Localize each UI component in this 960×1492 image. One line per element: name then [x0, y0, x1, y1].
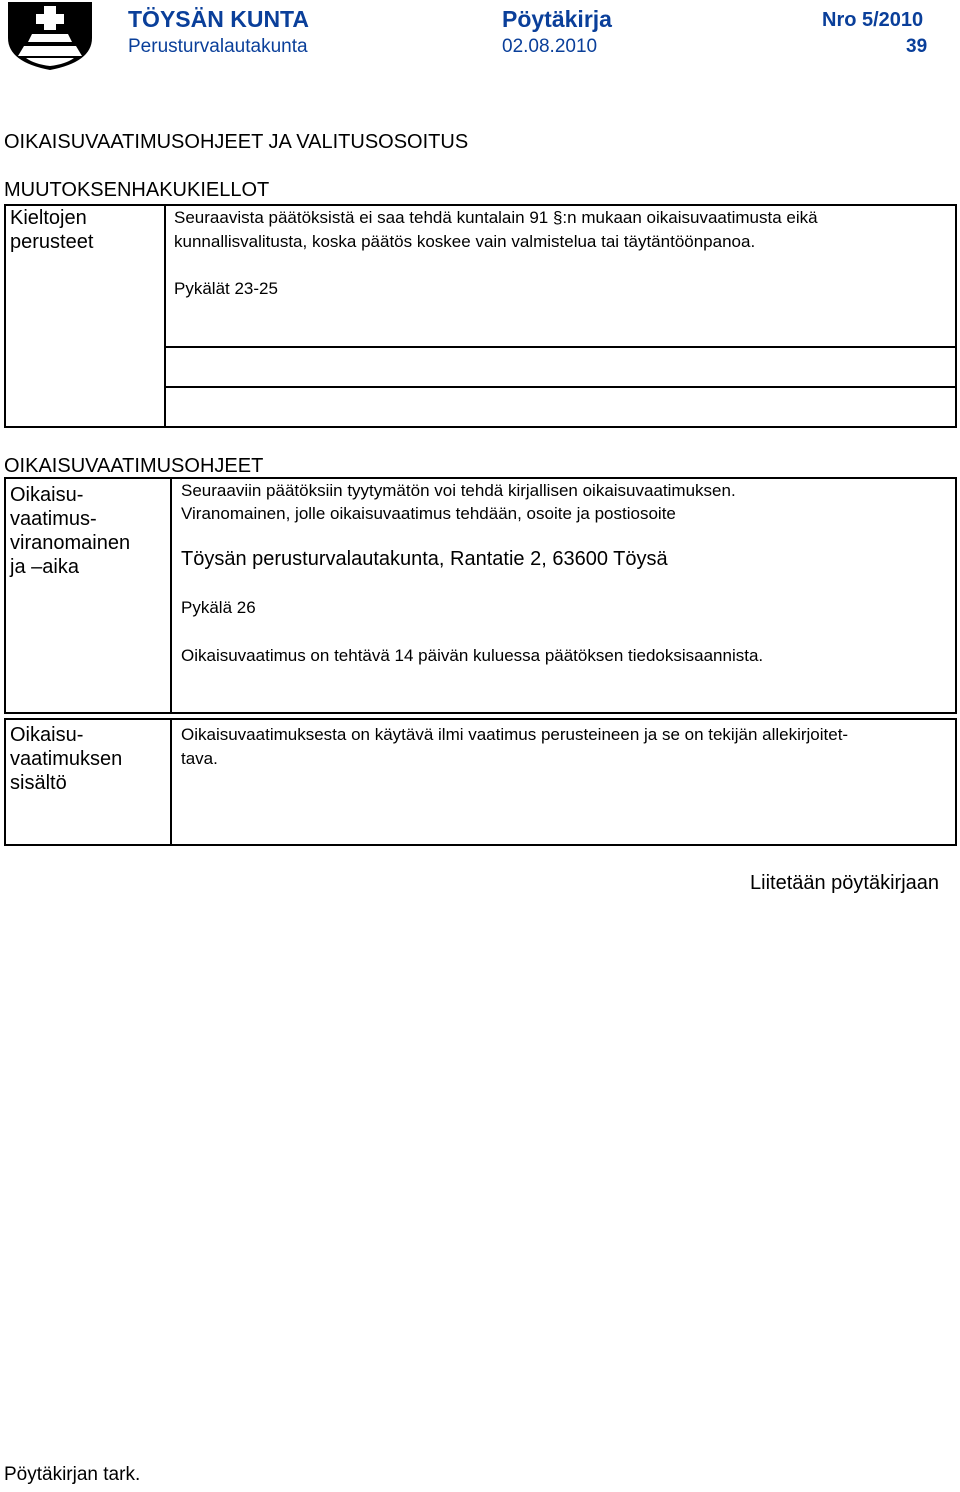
content-label-line-1: Oikaisu-	[10, 724, 84, 746]
rectification-deadline: Oikaisuvaatimus on tehtävä 14 päivän kuluessa päätöksen tiedoksisaannista.	[181, 646, 764, 665]
authority-address: Töysän perusturvalautakunta, Rantatie 2, 63600 Töysä	[181, 548, 668, 570]
meeting-date: 02.08.2010	[502, 36, 598, 57]
attached-to-minutes-note: Liitetään pöytäkirjaan	[750, 872, 940, 894]
page-title: OIKAISUVAATIMUSOHJEET JA VALITUSOSOITUS	[4, 131, 469, 153]
rectification-sections: Pykälä 26	[181, 598, 256, 617]
rectification-label-line-1: Oikaisu-	[10, 484, 84, 506]
rectification-text-line-2: Viranomainen, jolle oikaisuvaatimus tehdään, osoite ja postiosoite	[181, 504, 676, 523]
document-type: Pöytäkirja	[502, 6, 612, 32]
appeal-bans-text-line-1: Seuraavista päätöksistä ei saa tehdä kuntalain 91 §:n mukaan oikaisuvaatimusta eikä	[174, 208, 818, 227]
appeal-bans-label-line-2: perusteet	[10, 231, 94, 253]
column-divider	[170, 477, 172, 714]
appeal-bans-text-line-2: kunnallisvalitusta, koska päätös koskee vain valmistelua tai täytäntöönpanoa.	[174, 232, 756, 251]
row-divider	[164, 346, 957, 348]
board-name: Perusturvalautakunta	[128, 36, 308, 57]
section-heading-appeal-bans: MUUTOKSENHAKUKIELLOT	[4, 179, 270, 201]
content-label-line-3: sisältö	[10, 772, 67, 794]
column-divider	[164, 204, 166, 428]
document-number: Nro 5/2010	[822, 9, 924, 31]
minutes-checked-footer: Pöytäkirjan tark.	[4, 1464, 141, 1485]
content-label-line-2: vaatimuksen	[10, 748, 123, 770]
rectification-label-line-2: vaatimus-	[10, 508, 97, 530]
section-heading-rectification: OIKAISUVAATIMUSOHJEET	[4, 455, 264, 477]
rectification-label-line-3: viranomainen	[10, 532, 131, 554]
municipality-coat-of-arms-logo	[6, 0, 94, 72]
rectification-text-line-1: Seuraaviin päätöksiin tyytymätön voi tehdä kirjallisen oikaisuvaatimuksen.	[181, 481, 736, 500]
appeal-bans-sections: Pykälät 23-25	[174, 279, 278, 298]
page-number: 39	[906, 36, 928, 57]
row-divider	[164, 386, 957, 388]
content-text-line-1: Oikaisuvaatimuksesta on käytävä ilmi vaatimus perusteineen ja se on tekijän allekirjoitet-	[181, 725, 849, 744]
appeal-bans-label-line-1: Kieltojen	[10, 207, 87, 229]
content-text-line-2: tava.	[181, 749, 218, 768]
rectification-label-line-4: ja –aika	[10, 556, 79, 578]
column-divider	[170, 718, 172, 846]
municipality-name: TÖYSÄN KUNTA	[128, 6, 310, 32]
